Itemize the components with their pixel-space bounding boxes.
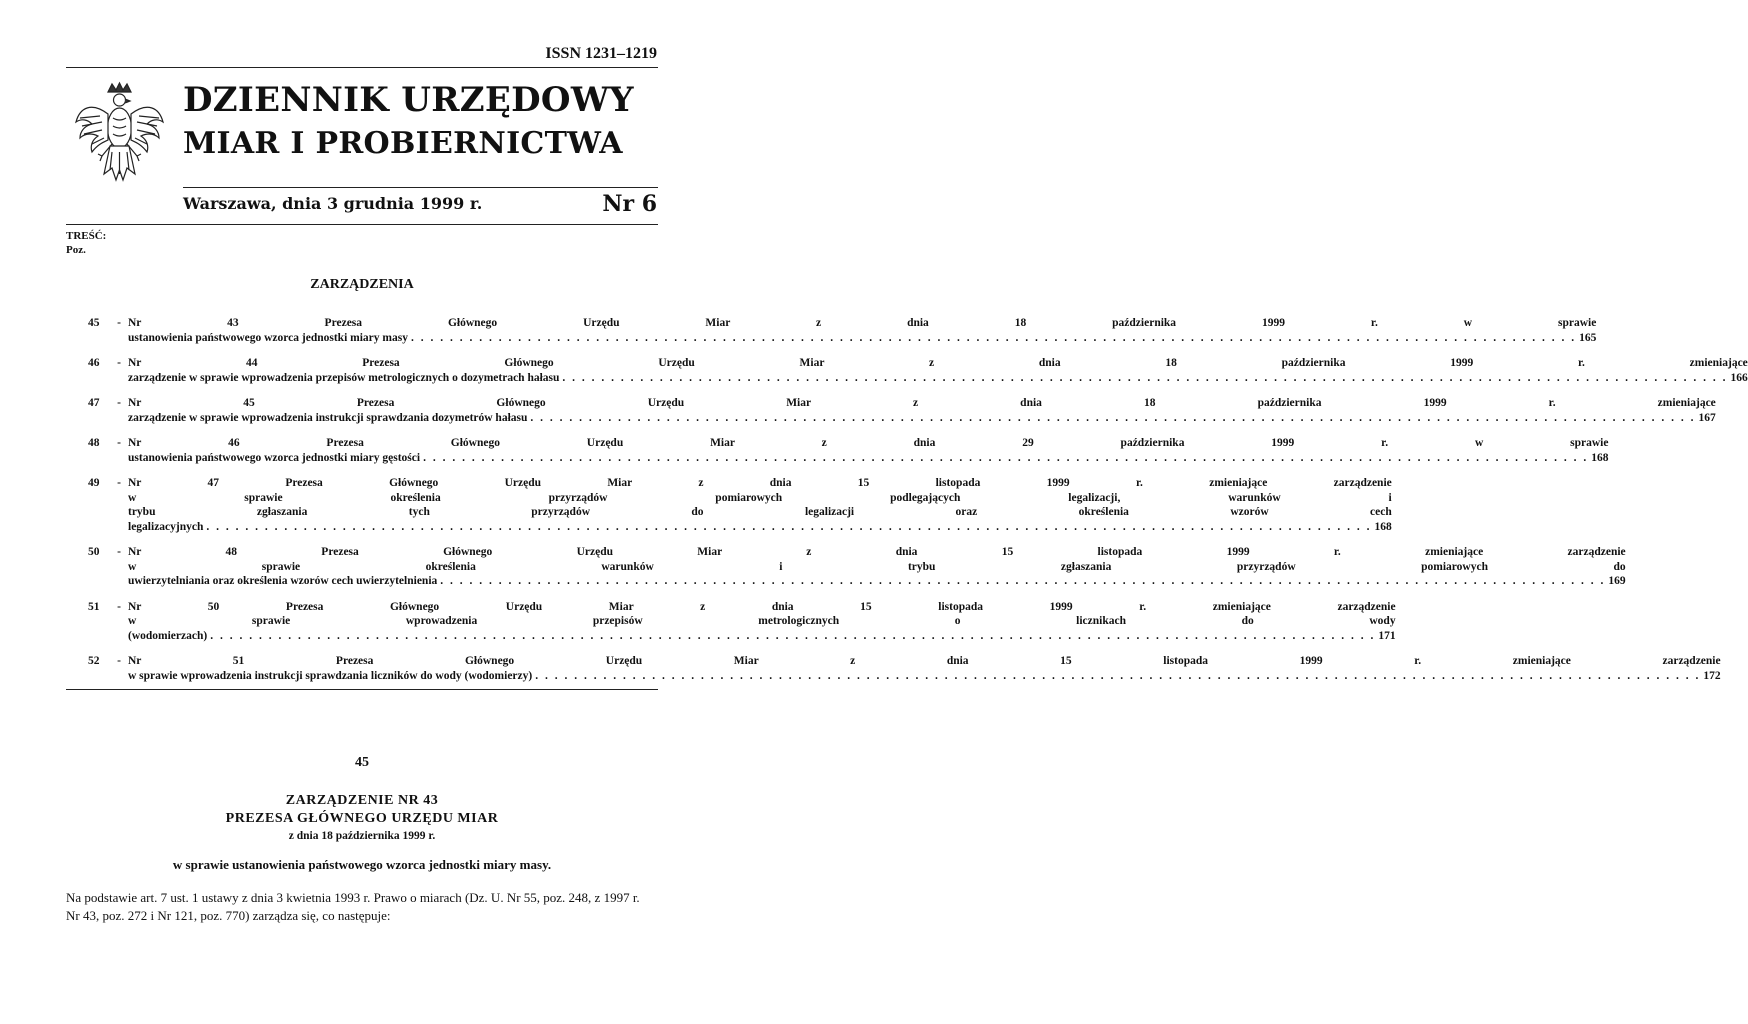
dateline: Warszawa, dnia 3 grudnia 1999 r. [183, 194, 483, 213]
table-of-contents [88, 316, 1748, 694]
toc-entry-dash: - [117, 317, 121, 329]
toc-entry-page: 165 [1579, 331, 1597, 344]
article-title-line2: PREZESA GŁÓWNEGO URZĘDU MIAR [225, 811, 499, 826]
article-date: z dnia 18 października 1999 r. [288, 830, 436, 842]
toc-entry-line-text: uwierzytelniania oraz określenia wzorów cech uwierzytelnienia [128, 575, 438, 587]
toc-entry-line [128, 371, 1748, 386]
toc-entry [88, 356, 1748, 385]
toc-entry-line: Nr 50 Prezesa Głównego Urzędu Miar z dnia 15 listopada 1999 r. zmieniające zarządzenie [128, 600, 1396, 613]
toc-entry-line-text: (wodomierzach) [128, 629, 208, 642]
toc-entry-line: Nr 45 Prezesa Głównego Urzędu Miar z dnia 18 października 1999 r. zmieniające [128, 397, 1716, 409]
toc-entry-page: 167 [1698, 411, 1716, 424]
toc-entry-number: 52 [88, 655, 100, 667]
toc-entry [88, 654, 1721, 683]
toc-leader-dots: . . . . . . . . . . . . . . . . . . . . . . . . . . . . . . . . . . . . . . . . . . . . . . . . . . . . . . . . . . . . . . . . . . . . . . . . . . . . . . . . . . . . . . . . . . . . . . . . . . . . . . . . . . . . . . . . . . . . . . . . [423, 451, 1589, 464]
toc-entry-number: 47 [88, 397, 100, 409]
journal-title-line2: MIAR I PROBIERNICTWA [183, 126, 623, 161]
article-title-line1: ZARZĄDZENIE NR 43 [285, 793, 439, 808]
toc-entry-text [128, 316, 1596, 345]
article-intro-line: Na podstawie art. 7 ust. 1 ustawy z dnia 3 kwietnia 1993 r. Prawo o miarach (Dz. U. Nr 55, poz. 248, z 1997 r. [66, 890, 640, 905]
toc-entry-number: 46 [88, 357, 100, 369]
toc-leader-dots: . . . . . . . . . . . . . . . . . . . . . . . . . . . . . . . . . . . . . . . . . . . . . . . . . . . . . . . . . . . . . . . . . . . . . . . . . . . . . . . . . . . . . . . . . . . . . . . . . . . . . . . . . . . . . . . . . . . . . . . . [410, 331, 1577, 344]
toc-entry-line-text: zarządzenie w sprawie wprowadzenia przepisów metrologicznych o dozymetrach hałasu [128, 371, 560, 384]
contents-label-block [66, 229, 106, 257]
toc-entry-line-text: zarządzenie w sprawie wprowadzenia instrukcji sprawdzania dozymetrów hałasu [128, 411, 528, 424]
toc-entry [88, 436, 1609, 465]
toc-entry-line [128, 629, 1396, 644]
toc-leader-dots: . . . . . . . . . . . . . . . . . . . . . . . . . . . . . . . . . . . . . . . . . . . . . . . . . . . . . . . . . . . . . . . . . . . . . . . . . . . . . . . . . . . . . . . . . . . . . . . . . . . . . . . . . . . . . . . . . . . . . . . . [530, 411, 1696, 424]
article-subject: w sprawie ustanowienia państwowego wzorca jednostki miary masy. [172, 857, 552, 872]
toc-entry [88, 545, 1626, 589]
toc-entry-text [128, 356, 1748, 385]
toc-entry-line [128, 669, 1721, 684]
toc-entry-line: Nr 44 Prezesa Głównego Urzędu Miar z dnia 18 października 1999 r. zmieniające [128, 357, 1748, 369]
contents-bottom-rule [66, 689, 658, 690]
toc-entry [88, 316, 1597, 345]
journal-title-line1: DZIENNIK URZĘDOWY [183, 80, 634, 120]
toc-leader-dots: . . . . . . . . . . . . . . . . . . . . . . . . . . . . . . . . . . . . . . . . . . . . . . . . . . . . . . . . . . . . . . . . . . . . . . . . . . . . . . . . . . . . . . . . . . . . . . . . . . . . . . . . . . . . . . . . . . . . . . . . [210, 629, 1376, 642]
toc-entry-line: Nr 46 Prezesa Głównego Urzędu Miar z dnia 29 października 1999 r. w sprawie [128, 437, 1609, 449]
toc-entry-page: 166 [1730, 371, 1748, 384]
toc-entry-line-text: ustanowienia państwowego wzorca jednostki miary gęstości [128, 451, 421, 464]
toc-entry-page: 168 [1374, 520, 1392, 533]
toc-entry-line: Nr 51 Prezesa Głównego Urzędu Miar z dnia 15 listopada 1999 r. zmieniające zarządzenie [128, 655, 1721, 667]
toc-entry-text [128, 396, 1716, 425]
article-intro [66, 889, 666, 925]
toc-entry-page: 172 [1703, 669, 1721, 682]
toc-entry-number: 50 [88, 546, 100, 558]
toc-entry-line [128, 331, 1596, 346]
toc-entry-line: trybu zgłaszania tych przyrządów do legalizacji oraz określenia wzorów cech [128, 506, 1392, 518]
issn-number: ISSN 1231–1219 [545, 45, 657, 62]
toc-entry-dash: - [117, 477, 121, 489]
toc-entry-dash: - [117, 397, 121, 409]
toc-entry-dash: - [117, 600, 121, 613]
poz-label: Poz. [66, 244, 86, 256]
toc-entry-text [128, 600, 1396, 644]
toc-entry [88, 476, 1392, 534]
section-title: ZARZĄDZENIA [310, 277, 414, 292]
toc-entry-line: w sprawie określenia warunków i trybu zgłaszania przyrządów pomiarowych do [128, 560, 1626, 573]
toc-entry-page: 168 [1591, 451, 1609, 464]
toc-entry-number: 48 [88, 437, 100, 449]
toc-entry [88, 600, 1396, 644]
toc-entry-number: 45 [88, 317, 100, 329]
toc-entry-line: Nr 43 Prezesa Głównego Urzędu Miar z dnia 18 października 1999 r. w sprawie [128, 317, 1597, 329]
toc-entry-page: 171 [1378, 629, 1396, 642]
toc-entry-line-text: w sprawie wprowadzenia instrukcji sprawdzania liczników do wody (wodomierzy) [128, 669, 533, 682]
toc-entry-line [128, 451, 1608, 466]
header-bottom-rule [66, 224, 658, 225]
toc-entry-line [128, 411, 1716, 426]
toc-leader-dots: . . . . . . . . . . . . . . . . . . . . . . . . . . . . . . . . . . . . . . . . . . . . . . . . . . . . . . . . . . . . . . . . . . . . . . . . . . . . . . . . . . . . . . . . . . . . . . . . . . . . . . . . . . . . . . . . . . . . . . . . [535, 669, 1701, 682]
toc-entry-number: 51 [88, 600, 100, 613]
toc-entry-text [128, 545, 1626, 589]
toc-entry-line: w sprawie określenia przyrządów pomiarowych podlegających legalizacji, warunków i [128, 491, 1392, 504]
toc-entry-line-text: ustanowienia państwowego wzorca jednostki miary masy [128, 331, 408, 344]
polish-eagle-emblem-icon [72, 82, 167, 187]
toc-leader-dots: . . . . . . . . . . . . . . . . . . . . . . . . . . . . . . . . . . . . . . . . . . . . . . . . . . . . . . . . . . . . . . . . . . . . . . . . . . . . . . . . . . . . . . . . . . . . . . . . . . . . . . . . . . . . . . . . . . . . . . . . [440, 575, 1606, 587]
toc-entry-text [128, 476, 1392, 534]
contents-label: TREŚĆ: [66, 230, 107, 242]
header-rule [183, 187, 658, 188]
article-position-number: 45 [355, 755, 369, 770]
toc-entry-dash: - [117, 546, 121, 558]
toc-leader-dots: . . . . . . . . . . . . . . . . . . . . . . . . . . . . . . . . . . . . . . . . . . . . . . . . . . . . . . . . . . . . . . . . . . . . . . . . . . . . . . . . . . . . . . . . . . . . . . . . . . . . . . . . . . . . . . . . . . . . . . . . [562, 371, 1728, 384]
toc-entry-line: Nr 47 Prezesa Głównego Urzędu Miar z dnia 15 listopada 1999 r. zmieniające zarządzenie [128, 477, 1392, 489]
toc-entry-dash: - [117, 437, 121, 449]
toc-entry-line: w sprawie wprowadzenia przepisów metrologicznych o licznikach do wody [128, 615, 1396, 627]
issue-number: Nr 6 [602, 191, 657, 217]
toc-entry-dash: - [117, 357, 121, 369]
toc-leader-dots: . . . . . . . . . . . . . . . . . . . . . . . . . . . . . . . . . . . . . . . . . . . . . . . . . . . . . . . . . . . . . . . . . . . . . . . . . . . . . . . . . . . . . . . . . . . . . . . . . . . . . . . . . . . . . . . . . . . . . . . . [206, 520, 1372, 533]
toc-entry-line [128, 520, 1392, 535]
article-intro-line: Nr 43, poz. 272 i Nr 121, poz. 770) zarządza się, co następuje: [66, 908, 391, 923]
toc-entry-line-text: legalizacyjnych [128, 520, 204, 533]
toc-entry-line: Nr 48 Prezesa Głównego Urzędu Miar z dnia 15 listopada 1999 r. zmieniające zarządzenie [128, 546, 1626, 558]
toc-entry-text [128, 654, 1721, 683]
toc-entry-dash: - [117, 655, 121, 667]
toc-entry [88, 396, 1716, 425]
toc-entry-number: 49 [88, 477, 100, 489]
toc-entry-text [128, 436, 1608, 465]
top-rule [66, 67, 658, 68]
toc-entry-line [128, 574, 1626, 589]
toc-entry-page: 169 [1608, 575, 1626, 587]
